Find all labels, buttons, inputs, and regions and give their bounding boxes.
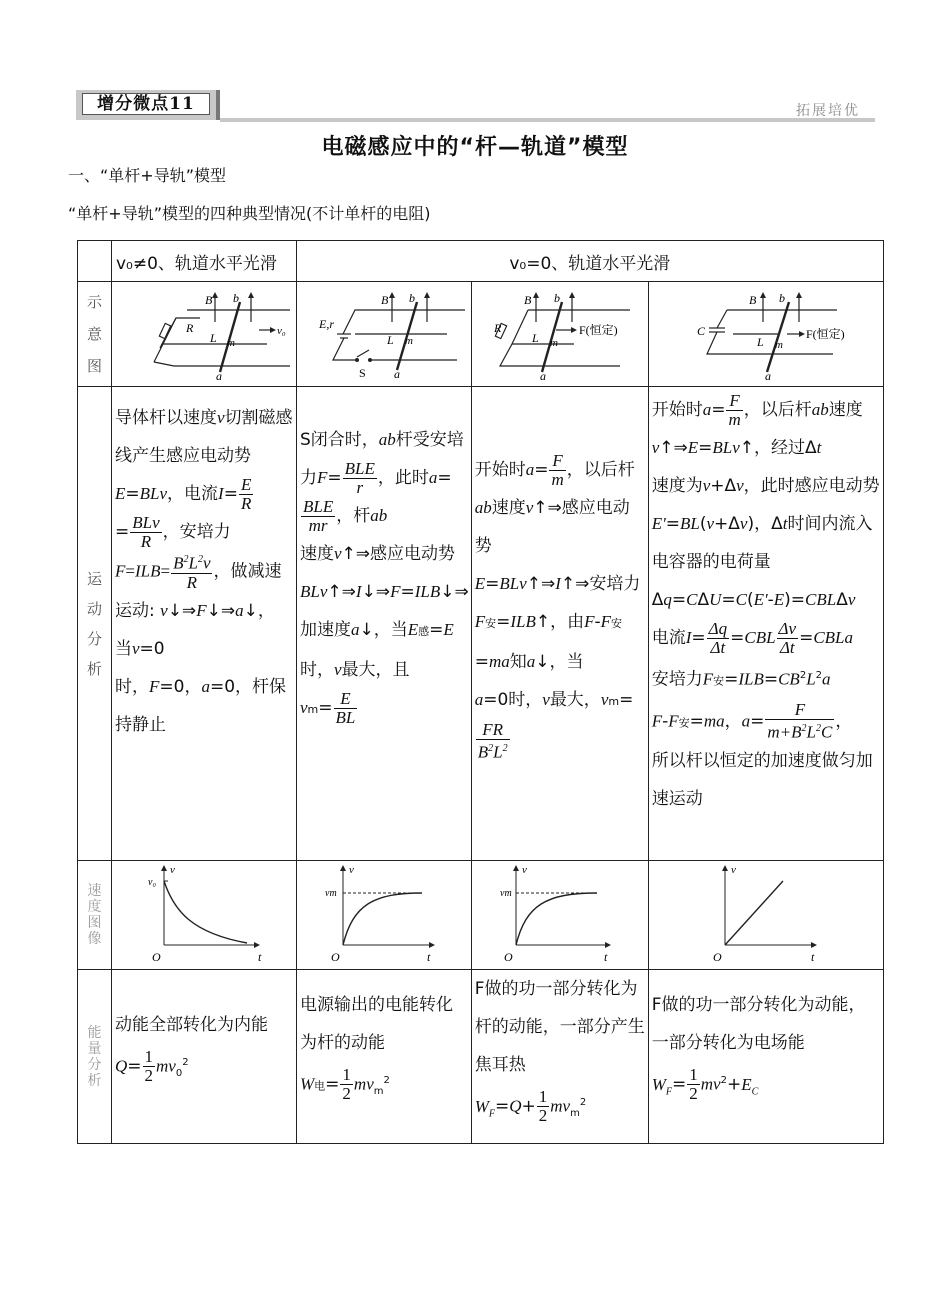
- section-heading: 一、“单杆+导轨”模型: [68, 166, 226, 185]
- label-S: S: [359, 366, 366, 380]
- corner-cell: [78, 241, 112, 282]
- model-table: [77, 240, 884, 1144]
- text: ，以后杆: [743, 400, 812, 420]
- text: ，当: [373, 620, 408, 640]
- diagram-capacitor-force: [648, 282, 883, 387]
- speed-graph-1: [112, 861, 297, 970]
- circuit-resistor-v0: [112, 282, 296, 382]
- text: 开始时: [651, 400, 703, 420]
- motion-row: [78, 387, 884, 861]
- section-subtitle: “单杆+导轨”模型的四种典型情况(不计单杆的电阻): [68, 204, 431, 223]
- text: 速度: [491, 498, 526, 518]
- label-L: L: [210, 331, 217, 345]
- row-head-energy-label: 能量分析: [87, 1024, 102, 1089]
- axis-arrow-icon: [811, 942, 817, 948]
- text: 时间内流入电容器的电荷量: [651, 514, 873, 572]
- row-head-speed-label: 速度图像: [87, 883, 102, 947]
- velocity-arrow-icon: [270, 327, 276, 333]
- axis-label-t: t: [427, 950, 431, 964]
- energy-case-1: 动能全部转化为内能 Q= $\frac{1}{2}$ $mv_0^2$: [112, 970, 297, 1144]
- b-field-arrow-icon: [760, 292, 766, 298]
- text: 导体杆以速度: [115, 408, 217, 428]
- force-arrow-icon: [571, 327, 577, 333]
- row-head-speed: [78, 861, 112, 970]
- switch-contact: [355, 358, 359, 362]
- axis-arrow-icon: [340, 865, 346, 871]
- axis-label-t: t: [258, 950, 262, 964]
- diagram-row: [78, 282, 884, 387]
- text: S闭合时，: [300, 430, 379, 450]
- axis-arrow-icon: [513, 865, 519, 871]
- text: 速度为: [651, 476, 703, 496]
- axis-arrow-icon: [429, 942, 435, 948]
- text: ，杆: [336, 506, 371, 526]
- energy-row: [78, 970, 884, 1144]
- text: 速度: [828, 400, 863, 420]
- axis-label-t: t: [603, 950, 608, 964]
- text: ，经过: [754, 438, 806, 458]
- text: ⇒加速度: [300, 582, 469, 640]
- text: ，当: [549, 652, 584, 672]
- speed-graph-3: [471, 861, 648, 970]
- text: F做的功一部分转化为动能，一部分转化为电场能: [651, 995, 866, 1053]
- graph-saturate: [297, 861, 466, 965]
- axis-label-v: v: [521, 864, 527, 876]
- diagram-battery: [297, 282, 472, 387]
- text: 时，: [300, 660, 334, 680]
- text: ⇒感应电动势: [355, 544, 456, 564]
- text: ⇒安培力: [575, 574, 641, 594]
- label-m: m: [227, 337, 235, 349]
- row-head-diagram-label: 示意图: [86, 293, 102, 375]
- graph-saturate-force: [472, 861, 648, 965]
- label-C: C: [696, 324, 705, 338]
- label-a: a: [539, 369, 546, 382]
- text: F做的功一部分转化为杆的动能，一部分产生焦耳热: [474, 979, 645, 1075]
- row-head-energy: [78, 970, 112, 1144]
- label-v0: v₀: [277, 325, 286, 337]
- energy-case-2: 电源输出的电能转化为杆的动能 W电= $\frac{1}{2}$ $mv_m^2$: [297, 970, 472, 1144]
- b-field-arrow-icon: [569, 292, 575, 298]
- axis-arrow-icon: [605, 942, 611, 948]
- b-field-arrow-icon: [796, 292, 802, 298]
- page-title: 电磁感应中的“杆—轨道”模型: [321, 135, 629, 160]
- label-B: B: [205, 293, 213, 307]
- label-Er: E,r: [319, 317, 334, 331]
- axis-arrow-icon: [161, 865, 167, 871]
- b-field-arrow-icon: [212, 292, 218, 298]
- label-m: m: [405, 335, 413, 347]
- axis-label-v0: v₀: [148, 877, 156, 888]
- motion-case-4: 开始时a= $\frac{F}{m}$ ，以后杆ab速度v↑⇒E=BLv↑，经过Δt 速度为v+Δv，此时感应电动势E'=BL(v+Δv)，Δt时间内流入电容器的电荷量 Δq=CΔU=C(E'-E)=CBLΔv 电流I= $\frac{\Delta q}{\Delta t}$ =CBL $\frac{\Delta v}{\Delta t}$ =CBLa 安培力F安$=ILB=CB^2L^2a$ F-F安=ma，a= $\frac{F}{m+B^2L^2C}$ ， 所以杆以恒定的加速度做匀加速运动: [648, 387, 883, 861]
- label-a: a: [764, 369, 771, 382]
- text: ，杆保持静止: [115, 676, 287, 735]
- text: ，电流: [167, 484, 219, 504]
- diagram-resistor-v0: [112, 282, 297, 387]
- text: 杆受安培力: [300, 430, 464, 488]
- axis-label-t: t: [810, 950, 815, 964]
- col-head-v0-nonzero: v₀≠0、轨道水平光滑: [112, 241, 297, 282]
- row-head-motion: [78, 387, 112, 861]
- speed-graph-row: [78, 861, 884, 970]
- label-a: a: [394, 367, 400, 381]
- label-b: b: [233, 291, 239, 305]
- motion-case-3: 开始时a= $\frac{F}{m}$ ，以后杆ab速度v↑⇒感应电动势 E=BLv↑⇒I↑⇒安培力F安=ILB↑，由F-F安=ma知a↓，当 a=0时，v最大，vm= $\frac{FR}{B^2L^2}$: [471, 387, 648, 861]
- text: ⇒感应电动势: [474, 498, 630, 556]
- text: 当: [115, 638, 132, 659]
- label-b: b: [553, 291, 560, 305]
- table-header-row: [78, 241, 884, 282]
- text: ，以后杆: [566, 460, 635, 480]
- label-m: m: [774, 339, 783, 351]
- text: 所以杆以恒定的加速度做匀加速运动: [651, 750, 873, 809]
- axis-label-v: v: [349, 864, 354, 876]
- circuit-capacitor-force: [649, 282, 883, 382]
- label-B: B: [748, 293, 757, 307]
- text: ，此时感应电动势: [743, 476, 880, 496]
- energy-case-4: F做的功一部分转化为动能，一部分转化为电场能 $W_F=$ $\frac{1}{2}$ $mv^2+E_C$: [648, 970, 883, 1144]
- col-head-v0-zero: v₀=0、轨道水平光滑: [297, 241, 884, 282]
- text: ，做减速运动:: [115, 561, 282, 621]
- force-arrow-icon: [799, 331, 805, 337]
- text: 动能全部转化为内能: [115, 1015, 268, 1035]
- section-tag-label: 增分微点11: [82, 93, 210, 115]
- text: 时，: [115, 676, 149, 697]
- circuit-battery: [297, 282, 466, 382]
- circuit-resistor-force: [472, 282, 648, 382]
- b-field-arrow-icon: [389, 292, 395, 298]
- text: ，安培力: [162, 522, 231, 542]
- label-b: b: [778, 291, 785, 305]
- label-a: a: [216, 369, 222, 382]
- diagram-resistor-force: [471, 282, 648, 387]
- axis-label-O: O: [712, 950, 722, 964]
- b-field-arrow-icon: [248, 292, 254, 298]
- text: 速度: [300, 544, 334, 564]
- motion-case-2: S闭合时，ab杆受安培力F= $\frac{\text{BLE}}{r}$ ，此时a= $\frac{\text{BLE}}{mr}$ ，杆ab 速度v↑⇒感应电动势 BLv↑⇒I↓⇒F=ILB↓⇒加速度a↓，当E感=E 时，v最大，且 vm= $\frac{E}{BL}$: [297, 387, 472, 861]
- row-head-motion-label: 运动分析: [86, 569, 102, 678]
- text: 电流: [651, 628, 686, 648]
- text: ，此时: [377, 468, 429, 488]
- text: 切割磁感线产生感应电动势: [115, 408, 293, 466]
- text: 知: [509, 652, 527, 672]
- label-B: B: [523, 293, 532, 307]
- label-b: b: [409, 291, 415, 305]
- axis-label-vm: vm: [499, 888, 512, 899]
- axis-label-O: O: [331, 950, 340, 964]
- label-L: L: [531, 331, 539, 345]
- section-tag: [76, 90, 220, 120]
- text: 电源输出的电能转化为杆的动能: [300, 995, 453, 1053]
- speed-graph-2: [297, 861, 472, 970]
- axis-arrow-icon: [254, 942, 260, 948]
- header-rule: [220, 118, 875, 122]
- graph-linear: [649, 861, 883, 965]
- energy-case-3: F做的功一部分转化为杆的动能，一部分产生焦耳热 $W_F=Q+$ $\frac{1}{2}$ $mv_m^2$: [471, 970, 648, 1144]
- switch-contact: [368, 358, 372, 362]
- b-field-arrow-icon: [533, 292, 539, 298]
- speed-graph-4: [648, 861, 883, 970]
- axis-label-v: v: [170, 864, 175, 876]
- text: ，由: [550, 612, 585, 632]
- label-L: L: [387, 333, 394, 347]
- label-F-const: F(恒定): [805, 327, 845, 341]
- motion-case-1: 导体杆以速度v切割磁感线产生感应电动势E=BLv，电流I= $\frac{E}{R}$ = $\frac{\text{BLv}}{R}$ ，安培力 F=ILB= $\frac{B^2L^2v}{R}$ ，做减速运动: v↓⇒F↓⇒a↓， 当v=0 时，F=0，a=0，杆保持静止: [112, 387, 297, 861]
- row-head-diagram: [78, 282, 112, 387]
- b-field-arrow-icon: [424, 292, 430, 298]
- label-R: R: [493, 321, 502, 335]
- label-B: B: [381, 293, 389, 307]
- header-right-label: 拓展培优: [796, 103, 860, 119]
- text: 安培力: [651, 669, 703, 690]
- label-F-const: F(恒定): [578, 323, 618, 337]
- axis-label-O: O: [152, 950, 161, 964]
- axis-arrow-icon: [722, 865, 728, 871]
- text: 时，: [508, 690, 543, 710]
- text: 开始时: [474, 460, 526, 480]
- axis-label-O: O: [503, 950, 513, 964]
- graph-decay: [112, 861, 296, 965]
- text: ，: [754, 514, 772, 534]
- text: 最大，且: [341, 660, 410, 680]
- label-R: R: [186, 321, 194, 335]
- axis-label-v: v: [730, 864, 736, 876]
- axis-label-vm: vm: [325, 888, 337, 899]
- text: 最大，: [549, 690, 601, 710]
- label-L: L: [756, 335, 764, 349]
- label-m: m: [549, 337, 558, 349]
